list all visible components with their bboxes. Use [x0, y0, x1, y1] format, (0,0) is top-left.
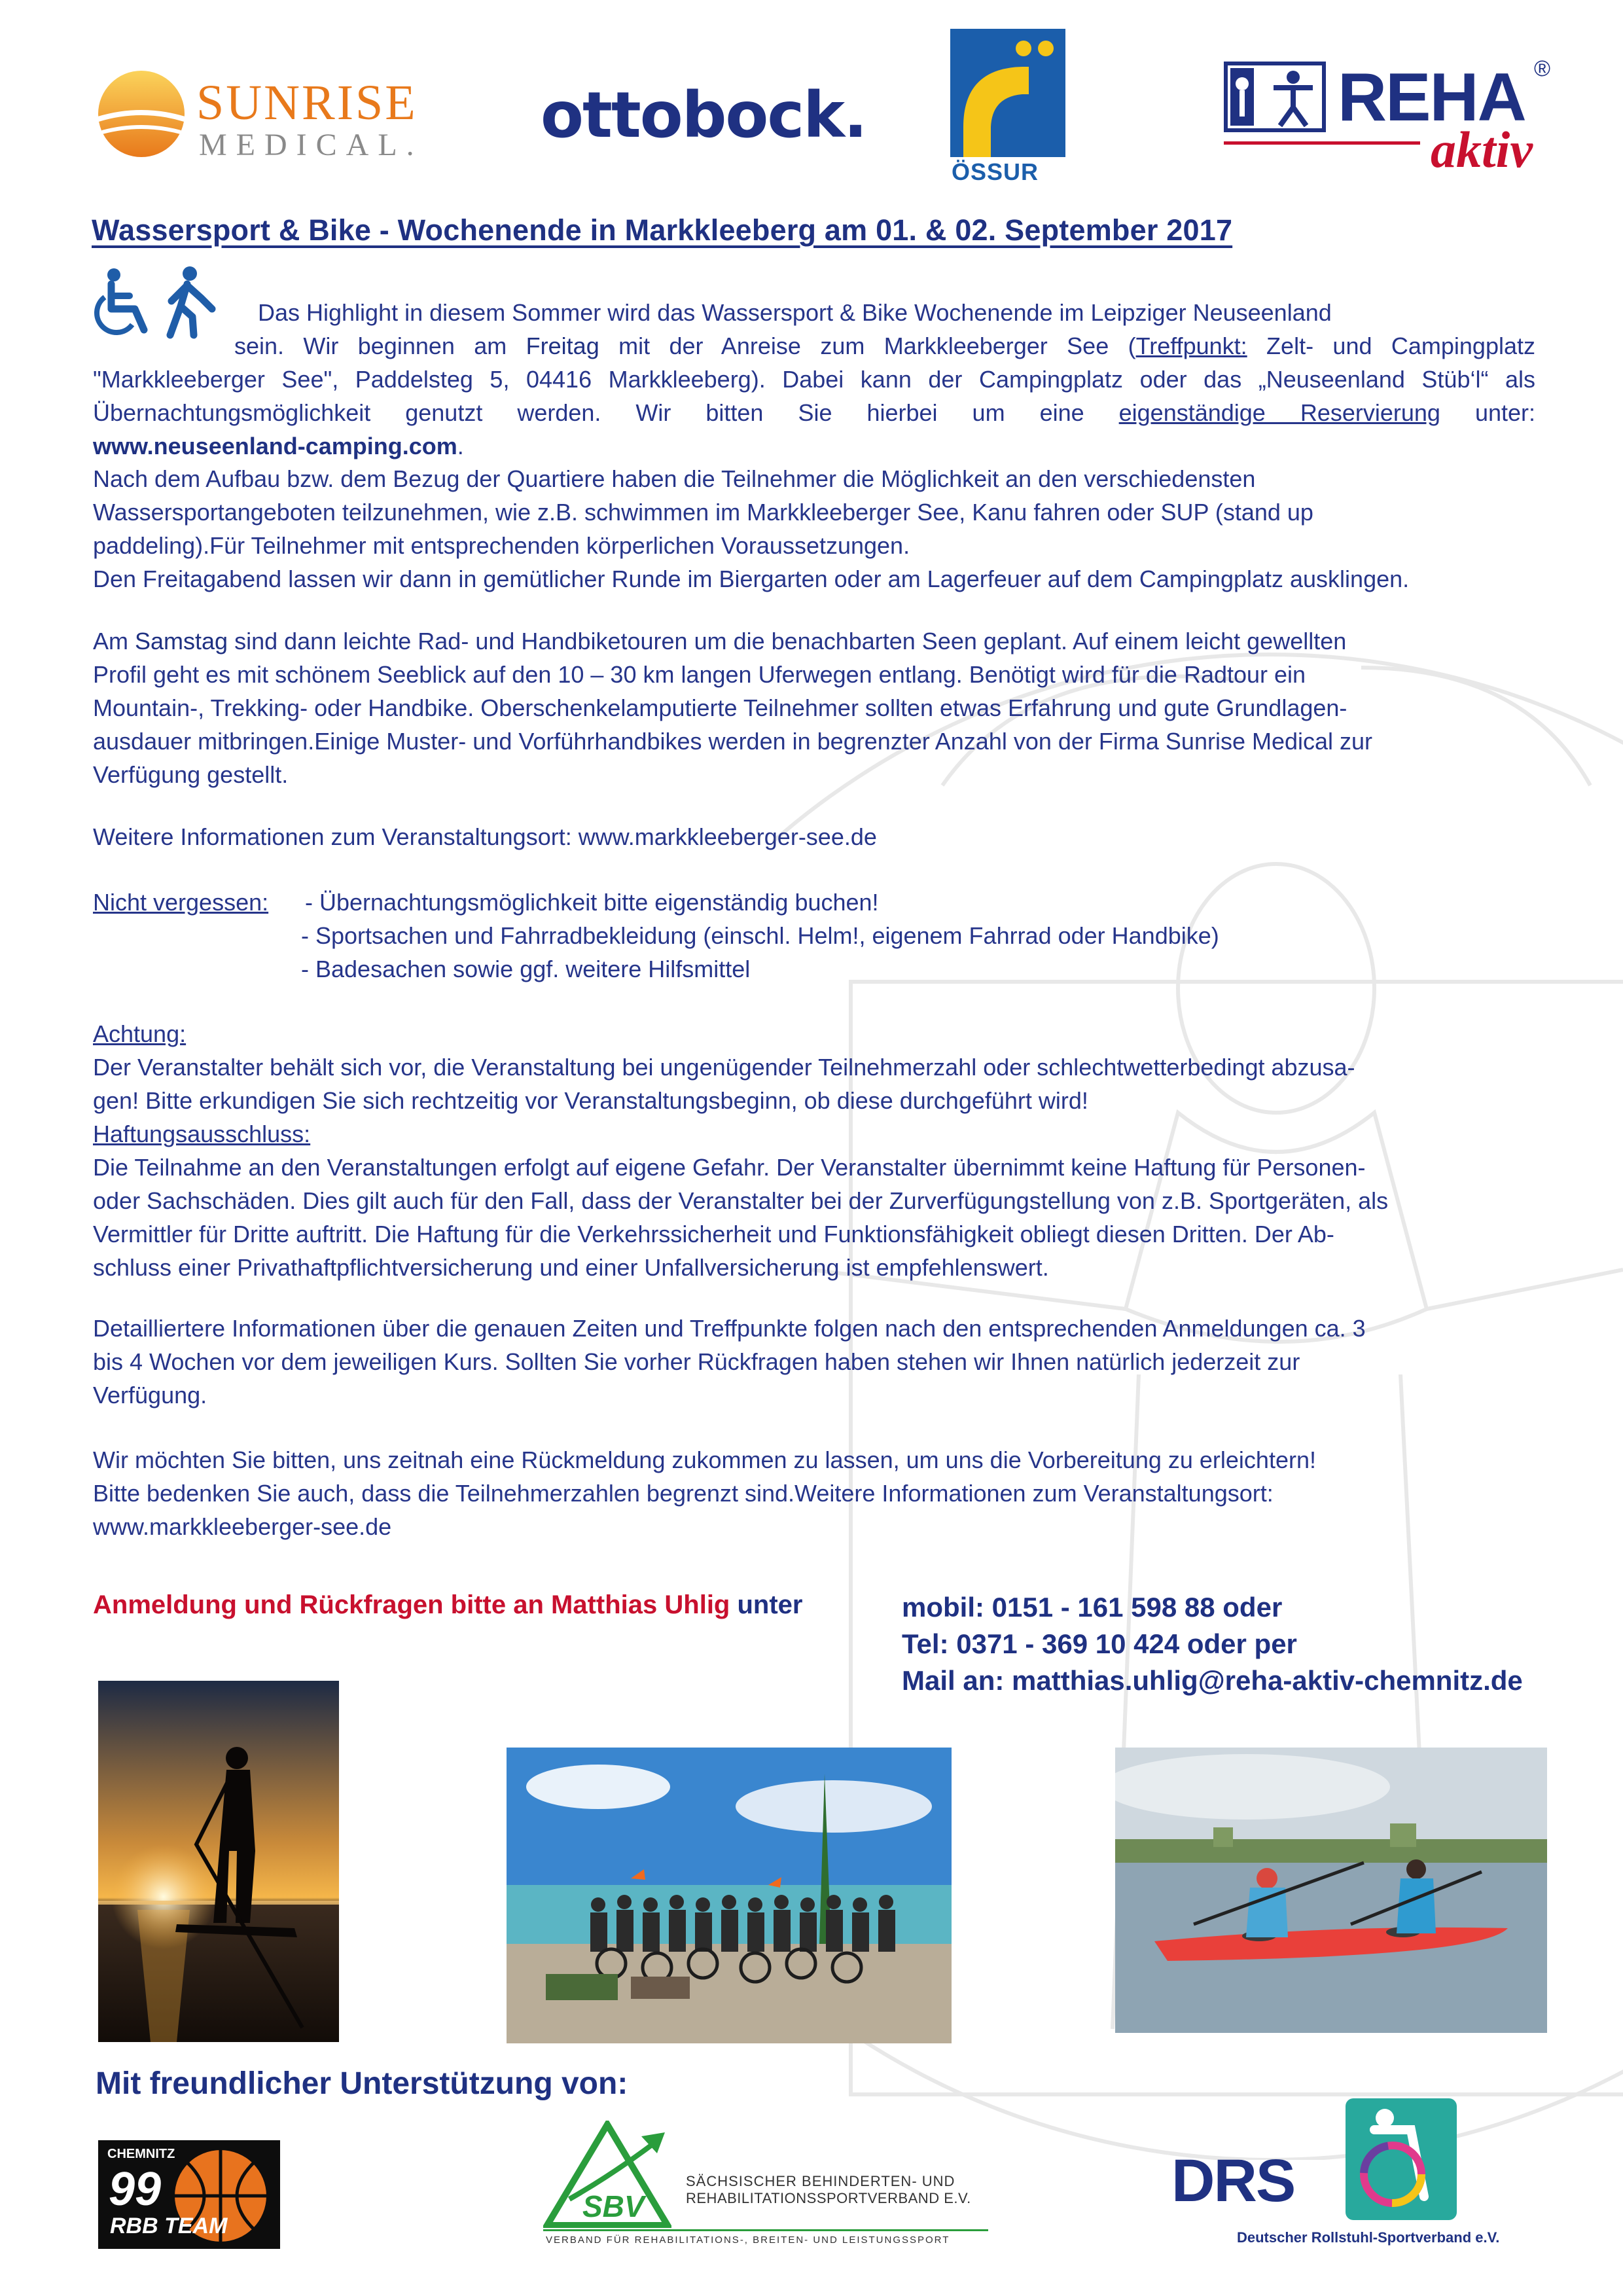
sbv-name-1: SÄCHSISCHER BEHINDERTEN- UND [686, 2173, 955, 2189]
rbb-team-logo [98, 2140, 280, 2249]
details-line: Verfügung. [93, 1382, 207, 1408]
contact-unter: unter [730, 1590, 803, 1619]
achtung-label: Achtung: [93, 1020, 187, 1047]
sunrise-medical-logo [92, 65, 458, 164]
page-title: Wassersport & Bike - Wochenende in Markkleeberg am 01. & 02. September 2017 [92, 213, 1233, 247]
reservierung-note: eigenständige Reservierung [1118, 399, 1440, 426]
freitag-highlight: Freitag [526, 332, 599, 359]
p3-line: Profil geht es mit schönem Seeblick auf den 10 – 30 km langen Uferwegen entlang. Benötigt wird für die Radtour ein [93, 661, 1306, 688]
closing-line: www.markkleeberger-see.de [93, 1513, 392, 1540]
achtung-section [93, 1017, 1539, 1284]
intro-text: mit der Anreise zum Markkleeberger See ( [599, 332, 1136, 359]
closing-line: Bitte bedenken Sie auch, dass die Teilnehmerzahlen begrenzt sind.Weitere Informationen zum Veranstaltungsort: [93, 1480, 1274, 1507]
rbb-number: 99 [109, 2163, 162, 2215]
paragraph-samstag [93, 624, 1539, 791]
contact-intro [93, 1590, 802, 1620]
reminder-item: - Übernachtungsmöglichkeit bitte eigenständig buchen! [305, 889, 879, 916]
sunrise-name: SUNRISE [196, 75, 418, 130]
support-title: Mit freundlicher Unterstützung von: [96, 2066, 628, 2101]
treffpunkt-label: Treffpunkt: [1135, 332, 1247, 359]
achtung-line: Der Veranstalter behält sich vor, die Veranstaltung bei ungenügender Teilnehmerzahl oder schlechtwetterbedingt abzusa- [93, 1054, 1355, 1081]
nicht-vergessen-label: Nicht vergessen: [93, 889, 269, 916]
sbv-subtitle: VERBAND FÜR REHABILITATIONS-, BREITEN- UND LEISTUNGSSPORT [546, 2234, 950, 2246]
contact-red-text: Anmeldung und Rückfragen bitte an Matthias Uhlig [93, 1590, 730, 1619]
sunrise-sun-icon [96, 68, 187, 160]
kayak-photo [1115, 1748, 1547, 2033]
intro-text: unter: [1440, 399, 1535, 426]
haftung-line: schluss einer Privathaftpflichtversicherung und einer Unfallversicherung ist empfehlenswert. [93, 1254, 1049, 1281]
p3-line: Mountain-, Trekking- oder Handbike. Oberschenkelamputierte Teilnehmer sollten etwas Erfahrung und gute Grundlagen- [93, 694, 1347, 721]
sbv-logo [543, 2121, 1041, 2265]
ottobock-logo: ottobock. [541, 79, 866, 152]
reha-aktiv-logo [1221, 55, 1561, 186]
drs-wheelchair-icon [1346, 2098, 1457, 2220]
ossur-emblem-icon [950, 29, 1065, 157]
rbb-top: CHEMNITZ [107, 2147, 175, 2161]
group-photo [507, 1748, 952, 2043]
details-line: bis 4 Wochen vor dem jeweiligen Kurs. Sollten Sie vorher Rückfragen haben stehen wir Ihnen natürlich jederzeit zur [93, 1348, 1300, 1375]
intro-line-2 [234, 329, 1535, 363]
intro-text: Zelt- und Campingplatz [1247, 332, 1535, 359]
reha-figure-icon [1224, 62, 1326, 132]
paragraph-quartiere [93, 462, 1539, 596]
sunrise-sub: MEDICAL. [199, 128, 423, 162]
contact-mobile: mobil: 0151 - 161 598 88 oder [902, 1592, 1283, 1623]
haftung-line: Vermittler für Dritte auftritt. Die Haftung für die Verkehrssicherheit und Funktionsfähigkeit obliegt diesen Dritten. Der Ab- [93, 1221, 1334, 1247]
camping-link[interactable]: www.neuseenland-camping.com [93, 433, 457, 459]
haftung-label: Haftungsausschluss: [93, 1121, 311, 1147]
achtung-line: gen! Bitte erkundigen Sie sich rechtzeitig vor Veranstaltungsbeginn, ob diese durchgeführt wird! [93, 1087, 1088, 1114]
samstag-highlight: Samstag [135, 628, 228, 655]
intro-line-3: "Markkleeberger See", Paddelsteg 5, 04416 Markkleeberg). Dabei kann der Campingplatz oder das „Neuseenland Stüb‘l“ als [93, 366, 1535, 393]
closing-paragraph [93, 1443, 1539, 1543]
drs-name: DRS [1171, 2147, 1295, 2214]
camping-link-line [93, 429, 464, 463]
reha-line [1224, 141, 1420, 145]
p2-line: paddeling).Für Teilnehmer mit entsprechenden körperlichen Voraussetzungen. [93, 532, 910, 559]
reha-registered: ® [1534, 56, 1551, 81]
p2-line: Den Freitagabend lassen wir dann in gemütlicher Runde im Biergarten oder am Lagerfeuer auf dem Campingplatz ausklingen. [93, 565, 1410, 592]
details-line: Detailliertere Informationen über die genauen Zeiten und Treffpunkte folgen nach den entsprechenden Anmeldungen ca. 3 [93, 1315, 1366, 1342]
reminder-item: - Badesachen sowie ggf. weitere Hilfsmittel [301, 956, 751, 982]
wheelchair-icon [92, 267, 152, 339]
haftung-line: Die Teilnahme an den Veranstaltungen erfolgt auf eigene Gefahr. Der Veranstalter übernimmt keine Haftung für Personen- [93, 1154, 1366, 1181]
intro-text: . [457, 433, 464, 459]
p2-line: Wassersportangeboten teilzunehmen, wie z.B. schwimmen im Markkleeberger See, Kanu fahren oder SUP (stand up [93, 499, 1313, 526]
contact-email[interactable]: Mail an: matthias.uhlig@reha-aktiv-chemnitz.de [902, 1665, 1523, 1696]
reha-script: aktiv [1431, 121, 1533, 178]
drs-full-name: Deutscher Rollstuhl-Sportverband e.V. [1237, 2229, 1500, 2246]
p3-text: sind dann leichte Rad- und Handbiketouren um die benachbarten Seen geplant. Auf einem leicht gewellten [228, 628, 1347, 655]
rbb-name: RBB TEAM [110, 2214, 228, 2238]
sbv-line [543, 2229, 988, 2231]
sup-sunset-photo [98, 1681, 339, 2042]
p3-text: Am [93, 628, 135, 655]
ossur-name: ÖSSUR [952, 158, 1039, 185]
intro-line-1: Das Highlight in diesem Sommer wird das Wassersport & Bike Wochenende im Leipziger Neuseenland [258, 299, 1332, 326]
reha-name: REHA [1338, 60, 1525, 135]
sbv-abbr: SBV [582, 2189, 645, 2223]
intro-text: Übernachtungsmöglichkeit genutzt werden. Wir bitten Sie hierbei um eine [93, 399, 1119, 426]
drs-logo [1169, 2094, 1535, 2278]
p2-line: Nach dem Aufbau bzw. dem Bezug der Quartiere haben die Teilnehmer die Möglichkeit an den verschiedensten [93, 465, 1256, 492]
walking-person-icon [156, 266, 216, 339]
p3-line: Verfügung gestellt. [93, 761, 289, 788]
contact-details [902, 1589, 1523, 1699]
details-paragraph [93, 1312, 1539, 1412]
more-info-line: Weitere Informationen zum Veranstaltungsort: www.markkleeberger-see.de [93, 823, 877, 850]
intro-line-4 [93, 396, 1535, 429]
intro-text: sein. Wir beginnen am [234, 332, 526, 359]
reminder-item: - Sportsachen und Fahrradbekleidung (einschl. Helm!, eigenem Fahrrad oder Handbike) [301, 922, 1219, 949]
closing-line: Wir möchten Sie bitten, uns zeitnah eine Rückmeldung zukommen zu lassen, um uns die Vorbereitung zu erleichtern! [93, 1446, 1316, 1473]
p3-first-line [93, 624, 1539, 658]
contact-phone: Tel: 0371 - 369 10 424 oder per [902, 1628, 1297, 1659]
sbv-name-2: REHABILITATIONSSPORTVERBAND E.V. [686, 2190, 971, 2206]
haftung-line: oder Sachschäden. Dies gilt auch für den Fall, dass der Veranstalter bei der Zurverfügungstellung von z.B. Sportgeräten, als [93, 1187, 1389, 1214]
ossur-logo [950, 29, 1068, 186]
p3-line: ausdauer mitbringen.Einige Muster- und Vorführhandbikes werden in begrenzter Anzahl von der Firma Sunrise Medical zur [93, 728, 1373, 755]
